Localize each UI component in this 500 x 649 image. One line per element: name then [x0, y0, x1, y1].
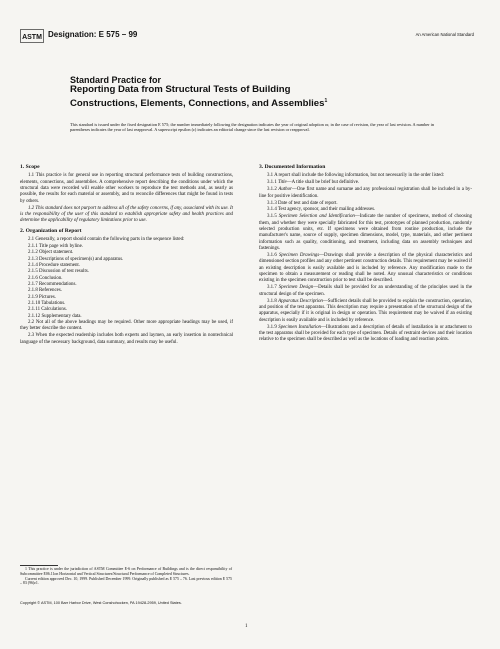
list-item: 2.1.7 Recommendations. — [28, 282, 77, 288]
paragraph-2-1: 2.1 Generally, a report should contain the following parts in the sequence listed: — [28, 237, 185, 243]
section-heading-scope: 1. Scope — [20, 164, 40, 170]
paragraph-1-1: 1.1 This practice is for general use in reporting structural performance tests of building constructions, elements, connections, and assemblies. A comprehensive report describing the conditions under which the structural data were recorded will enable other workers to reproduce the test methods and, as nearly as possible, the results for each material or assembly, and to reconcile differences that might be found in tests by others. — [20, 173, 233, 204]
paragraph-2-2: 2.2 Not all of the above headings may be required. Other more appropriate headings may be used, if they better describe the content. — [20, 320, 233, 332]
list-item: 2.1.4 Procedure statement. — [28, 263, 81, 268]
title-block — [70, 75, 450, 109]
list-item: 2.1.3 Descriptions of specimen(s) and apparatus. — [28, 256, 124, 262]
list-item: 2.1.9 Pictures. — [28, 294, 56, 300]
title-line-3: Constructions, Elements, Connections, and Assemblies$^1$ — [70, 97, 328, 109]
list-item: 2.1.6 Conclusion. — [28, 275, 63, 281]
paragraph-3-1: 3.1 A report shall include the following information, but not necessarily in the order listed: — [267, 173, 445, 179]
paragraph-3-1-5: 3.1.5 Specimen Selection and Identification—Indicate the number of specimens, method of choosing them, and whether they were specially fabricated for this test, prototypes of planned production, randomly selected production units, etc. If specimens were obtained from routine production, include the manufacturer's name, source of supply, specimen dimensions, model, type, materials, and other pertinent information such as quality, conditioning, and treatment, including data on assembly techniques and fastenings. — [259, 214, 472, 252]
copyright-notice: Copyright © ASTM, 100 Barr Harbor Drive, West Conshohocken, PA 19428-2959, United States. — [20, 601, 182, 605]
paragraph-3-1-3: 3.1.3 Date of test and date of report. — [267, 200, 338, 206]
list-item: 2.1.5 Discussion of test results. — [28, 269, 89, 275]
org-item-list — [20, 244, 233, 320]
header — [20, 29, 476, 43]
title-footnote-mark: 1 — [324, 97, 328, 104]
paragraph-3-1-7: 3.1.7 Specimen Design—Details shall be provided for an understanding of the principles used in the structural design of the specimen. — [259, 285, 472, 297]
list-item: 2.1.10 Tabulations. — [28, 301, 66, 307]
page-number: 1 — [245, 624, 248, 629]
right-column — [259, 161, 472, 344]
footnote-paragraph-2: Current edition approved Dec. 10, 1999. Published December 1999. Originally published as E 575 – 76. Last previous edition E 575 – 83 (96)ε1. — [20, 576, 232, 586]
left-column — [20, 161, 233, 347]
section-heading-documented-information: 3. Documented Information — [259, 164, 326, 170]
section-heading-organization: 2. Organization of Report — [20, 227, 82, 234]
list-item: 2.1.8 References. — [28, 288, 62, 294]
svg-text:ASTM: ASTM — [22, 34, 42, 41]
list-item: 2.1.1 Title page with byline. — [28, 243, 84, 249]
designation: Designation: E 575 – 99 — [48, 30, 138, 39]
paragraph-3-1-8: 3.1.8 Apparatus Description—Sufficient details shall be provided to explain the construction, operation, and position of the test apparatus. This description may require a presentation of the structural design of the apparatus, especially if it is original in design or operation. This requirement may be waived if an existing description is easily available and is included by reference. — [259, 298, 472, 323]
list-item: 2.1.11 Calculations. — [28, 307, 67, 313]
issued-note: This standard is issued under the fixed designation E 575; the number immediately following the designation indicates the year of original adoption or, in the case of revision, the year of last revision. A number in parentheses indicates the year of last reapproval. A superscript epsilon (ε) indicates an editorial change since the last revision or reapproval. — [70, 122, 435, 133]
title-line-2: Reporting Data from Structural Tests of Building — [70, 84, 291, 95]
paragraph-2-3: 2.3 When the expected readership includes both experts and laymen, an early insertion in nontechnical language of the necessary background, data summary, and results may be useful. — [20, 333, 233, 345]
footnote-paragraph-1: 1 This practice is under the jurisdiction of ASTM Committee E-6 on Performance of Buildings and is the direct responsibility of Subcommittee E06.11on Horizontal and Vertical Structures/Structural Performance of Completed Structures. — [20, 567, 232, 576]
list-item: 2.1.2 Object statement. — [28, 250, 74, 256]
footnote-divider — [20, 565, 58, 566]
list-item: 2.1.12 Supplementary data. — [28, 313, 82, 319]
footnote — [20, 567, 232, 586]
astm-logo-icon — [20, 29, 44, 43]
paragraph-3-1-9: 3.1.9 Specimen Installation—Illustrations and a description of details of installation in or attachment to the test apparatus shall be provided for each type of specimen. Details of restraint devices and their location relative to the specimen shall be described as well as the locations of loading and reaction points. — [259, 324, 473, 343]
paragraph-3-1-1: 3.1.1 Title—A title shall be brief but definitive. — [267, 180, 360, 186]
paragraph-3-1-4: 3.1.4 Test agency, sponsor, and their mailing addresses. — [267, 207, 376, 213]
national-standard-label: An American National Standard — [415, 32, 474, 37]
title-line-1: Standard Practice for — [70, 75, 162, 85]
paragraph-1-2: 1.2 This standard does not purport to address all of the safety concerns, if any, associated with its use. It is the responsibility of the user of this standard to establish appropriate safety and health practices and determine the applicability of regulatory limitations prior to use. — [20, 205, 233, 224]
paragraph-3-1-2: 3.1.2 Author—One first name and surname and any professional registration shall be included in a by-line for positive identification. — [259, 187, 472, 199]
paragraph-3-1-6: 3.1.6 Specimen Drawings—Drawings shall provide a description of the physical characteristics and dimensioned section profiles and any other pertinent construction details. This requirement may be waived if an existing description is easily available and is included by reference. Any modification made to the specimen to obtain a measurement or reading shall be noted. Any unusual characteristics or conditions existing in the specimen construction prior to test shall be described. — [259, 253, 473, 284]
